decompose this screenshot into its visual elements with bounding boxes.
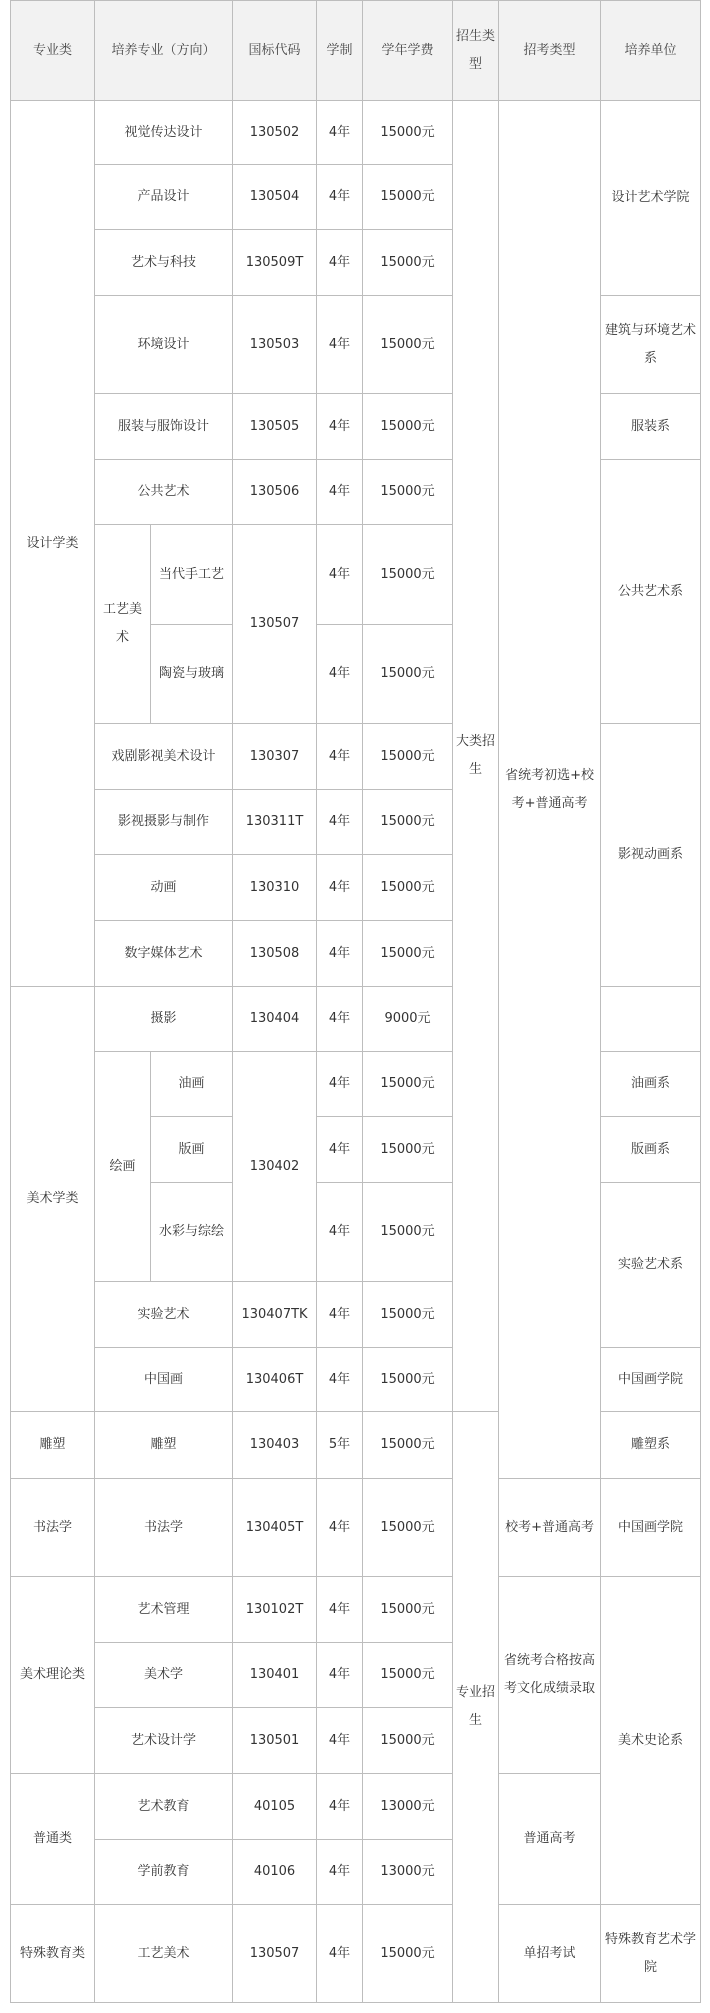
tuition-cell: 9000元 <box>363 987 453 1052</box>
unit-cell: 公共艺术系 <box>601 460 701 724</box>
major-cell: 艺术教育 <box>95 1774 233 1840</box>
header-tuition: 学年学费 <box>363 1 453 101</box>
tuition-cell: 15000元 <box>363 230 453 296</box>
category-cell: 美术学类 <box>11 987 95 1412</box>
duration-cell: 4年 <box>317 1183 363 1282</box>
code-cell: 130502 <box>233 101 317 165</box>
category-cell: 普通类 <box>11 1774 95 1905</box>
header-duration: 学制 <box>317 1 363 101</box>
unit-cell: 建筑与环境艺术系 <box>601 296 701 394</box>
header-unit: 培养单位 <box>601 1 701 101</box>
duration-cell: 4年 <box>317 1348 363 1412</box>
code-cell: 40105 <box>233 1774 317 1840</box>
exam-type-cell: 省统考合格按高考文化成绩录取 <box>499 1577 601 1774</box>
duration-cell: 4年 <box>317 525 363 625</box>
table-row <box>11 1774 701 1840</box>
major-cell: 美术学 <box>95 1643 233 1708</box>
major-cell: 摄影 <box>95 987 233 1052</box>
duration-cell: 4年 <box>317 1479 363 1577</box>
tuition-cell: 15000元 <box>363 1643 453 1708</box>
unit-cell: 设计艺术学院 <box>601 101 701 296</box>
tuition-cell: 15000元 <box>363 296 453 394</box>
code-cell: 130102T <box>233 1577 317 1643</box>
header-category: 专业类 <box>11 1 95 101</box>
major-cell: 服装与服饰设计 <box>95 394 233 460</box>
code-cell: 130509T <box>233 230 317 296</box>
code-cell: 130501 <box>233 1708 317 1774</box>
tuition-cell: 15000元 <box>363 1117 453 1183</box>
major-cell: 影视摄影与制作 <box>95 790 233 855</box>
table-row <box>11 101 701 165</box>
tuition-cell: 15000元 <box>363 525 453 625</box>
duration-cell: 4年 <box>317 394 363 460</box>
tuition-cell: 15000元 <box>363 394 453 460</box>
duration-cell: 4年 <box>317 790 363 855</box>
code-cell: 130404 <box>233 987 317 1052</box>
header-major: 培养专业（方向） <box>95 1 233 101</box>
unit-cell: 特殊教育艺术学院 <box>601 1905 701 2003</box>
tuition-cell: 15000元 <box>363 1708 453 1774</box>
unit-cell: 美术史论系 <box>601 1577 701 1905</box>
code-cell: 130507 <box>233 525 317 724</box>
tuition-cell: 15000元 <box>363 921 453 987</box>
sub-major-cell: 当代手工艺 <box>151 525 233 625</box>
duration-cell: 4年 <box>317 165 363 230</box>
major-cell: 艺术与科技 <box>95 230 233 296</box>
code-cell: 130504 <box>233 165 317 230</box>
duration-cell: 4年 <box>317 460 363 525</box>
code-cell: 130508 <box>233 921 317 987</box>
unit-cell: 油画系 <box>601 1052 701 1117</box>
tuition-cell: 15000元 <box>363 1282 453 1348</box>
major-cell: 公共艺术 <box>95 460 233 525</box>
major-cell: 实验艺术 <box>95 1282 233 1348</box>
category-cell: 雕塑 <box>11 1412 95 1479</box>
exam-type-cell: 单招考试 <box>499 1905 601 2003</box>
sub-major-cell: 水彩与综绘 <box>151 1183 233 1282</box>
code-cell: 130407TK <box>233 1282 317 1348</box>
unit-cell: 中国画学院 <box>601 1479 701 1577</box>
unit-cell: 影视动画系 <box>601 724 701 987</box>
duration-cell: 4年 <box>317 1905 363 2003</box>
tuition-cell: 15000元 <box>363 165 453 230</box>
code-cell: 130401 <box>233 1643 317 1708</box>
sub-major-cell: 版画 <box>151 1117 233 1183</box>
major-cell: 工艺美术 <box>95 1905 233 2003</box>
tuition-cell: 13000元 <box>363 1774 453 1840</box>
sub-major-cell: 陶瓷与玻璃 <box>151 625 233 724</box>
tuition-cell: 15000元 <box>363 1348 453 1412</box>
category-cell: 设计学类 <box>11 101 95 987</box>
major-cell: 中国画 <box>95 1348 233 1412</box>
code-cell: 130405T <box>233 1479 317 1577</box>
category-cell: 特殊教育类 <box>11 1905 95 2003</box>
code-cell: 130403 <box>233 1412 317 1479</box>
header-row <box>11 1 701 101</box>
tuition-cell: 15000元 <box>363 1905 453 2003</box>
code-cell: 130310 <box>233 855 317 921</box>
unit-cell: 雕塑系 <box>601 1412 701 1479</box>
major-enrollment-table <box>10 0 701 2003</box>
tuition-cell: 15000元 <box>363 1052 453 1117</box>
duration-cell: 4年 <box>317 230 363 296</box>
major-cell: 视觉传达设计 <box>95 101 233 165</box>
exam-type-cell: 校考+普通高考 <box>499 1479 601 1577</box>
unit-cell: 版画系 <box>601 1117 701 1183</box>
enrollment-table-container <box>10 0 701 2003</box>
tuition-cell: 15000元 <box>363 1183 453 1282</box>
major-cell: 环境设计 <box>95 296 233 394</box>
code-cell: 130307 <box>233 724 317 790</box>
duration-cell: 4年 <box>317 1643 363 1708</box>
category-cell: 美术理论类 <box>11 1577 95 1774</box>
major-cell: 艺术设计学 <box>95 1708 233 1774</box>
duration-cell: 4年 <box>317 724 363 790</box>
tuition-cell: 15000元 <box>363 790 453 855</box>
unit-cell: 实验艺术系 <box>601 1183 701 1348</box>
major-cell: 产品设计 <box>95 165 233 230</box>
major-cell: 数字媒体艺术 <box>95 921 233 987</box>
duration-cell: 4年 <box>317 296 363 394</box>
duration-cell: 4年 <box>317 1577 363 1643</box>
duration-cell: 4年 <box>317 1282 363 1348</box>
tuition-cell: 15000元 <box>363 855 453 921</box>
major-cell: 书法学 <box>95 1479 233 1577</box>
tuition-cell: 13000元 <box>363 1840 453 1905</box>
tuition-cell: 15000元 <box>363 1479 453 1577</box>
major-group-cell: 绘画 <box>95 1052 151 1282</box>
code-cell: 130311T <box>233 790 317 855</box>
major-cell: 雕塑 <box>95 1412 233 1479</box>
code-cell: 130503 <box>233 296 317 394</box>
tuition-cell: 15000元 <box>363 1577 453 1643</box>
exam-type-cell: 省统考初选+校考+普通高考 <box>499 101 601 1479</box>
duration-cell: 4年 <box>317 625 363 724</box>
major-cell: 艺术管理 <box>95 1577 233 1643</box>
exam-type-cell: 普通高考 <box>499 1774 601 1905</box>
duration-cell: 4年 <box>317 987 363 1052</box>
header-exam-type: 招考类型 <box>499 1 601 101</box>
sub-major-cell: 油画 <box>151 1052 233 1117</box>
unit-cell <box>601 987 701 1052</box>
code-cell: 130406T <box>233 1348 317 1412</box>
code-cell: 130402 <box>233 1052 317 1282</box>
tuition-cell: 15000元 <box>363 724 453 790</box>
major-cell: 学前教育 <box>95 1840 233 1905</box>
duration-cell: 4年 <box>317 1774 363 1840</box>
tuition-cell: 15000元 <box>363 625 453 724</box>
code-cell: 130505 <box>233 394 317 460</box>
major-cell: 动画 <box>95 855 233 921</box>
tuition-cell: 15000元 <box>363 460 453 525</box>
duration-cell: 4年 <box>317 1117 363 1183</box>
duration-cell: 4年 <box>317 1052 363 1117</box>
major-group-cell: 工艺美术 <box>95 525 151 724</box>
enroll-type-cell: 专业招生 <box>453 1412 499 2003</box>
header-enroll-type: 招生类型 <box>453 1 499 101</box>
table-row <box>11 1479 701 1577</box>
category-cell: 书法学 <box>11 1479 95 1577</box>
header-code: 国标代码 <box>233 1 317 101</box>
duration-cell: 4年 <box>317 1708 363 1774</box>
unit-cell: 服装系 <box>601 394 701 460</box>
table-row <box>11 1577 701 1643</box>
duration-cell: 4年 <box>317 101 363 165</box>
duration-cell: 5年 <box>317 1412 363 1479</box>
code-cell: 130507 <box>233 1905 317 2003</box>
tuition-cell: 15000元 <box>363 101 453 165</box>
duration-cell: 4年 <box>317 1840 363 1905</box>
enroll-type-cell: 大类招生 <box>453 101 499 1412</box>
code-cell: 130506 <box>233 460 317 525</box>
tuition-cell: 15000元 <box>363 1412 453 1479</box>
duration-cell: 4年 <box>317 921 363 987</box>
unit-cell: 中国画学院 <box>601 1348 701 1412</box>
code-cell: 40106 <box>233 1840 317 1905</box>
major-cell: 戏剧影视美术设计 <box>95 724 233 790</box>
duration-cell: 4年 <box>317 855 363 921</box>
table-row <box>11 1905 701 2003</box>
